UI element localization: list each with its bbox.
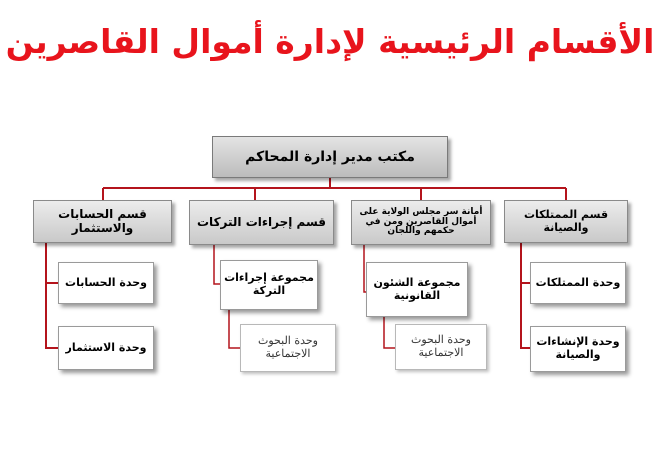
unit-label: مجموعة إجراءات التركة (224, 271, 314, 297)
unit-label: وحدة البحوث الاجتماعية (410, 333, 471, 359)
unit-box-estate-procedures (220, 260, 318, 310)
unit-label: وحدة الحسابات (65, 275, 147, 289)
unit-box-social-research-2 (240, 324, 336, 372)
unit-label: مجموعة الشئون القانونية (373, 275, 461, 302)
department-label: أمانة سر مجلس الولاية على أموال القاصرين ومن في حكمهم واللجان (359, 206, 483, 237)
department-label: قسم الممتلكات والصيانة (523, 207, 609, 234)
department-box-accounts-investment (33, 200, 172, 243)
unit-label: وحدة الممتلكات (535, 275, 621, 289)
unit-box-investment (58, 326, 154, 370)
branch-dept-4 (46, 243, 58, 348)
unit-box-accounts (58, 262, 154, 304)
department-label: قسم إجراءات التركات (197, 214, 327, 229)
unit-label: وحدة البحوث الاجتماعية (257, 334, 318, 360)
unit-box-social-research-1 (395, 324, 487, 370)
head-office-box (212, 136, 448, 178)
department-box-estates (189, 200, 334, 245)
unit-label: وحدة الاستثمار (65, 340, 147, 354)
unit-label: وحدة الإنشاءات والصيانة (536, 335, 620, 361)
branch-dept-3-unit-2 (229, 310, 240, 348)
head-office-label: مكتب مدير إدارة المحاكم (245, 148, 415, 165)
branch-dept-2-unit-2 (384, 317, 395, 348)
chart-title: الأقسام الرئيسية لإدارة أموال القاصرين (5, 22, 655, 61)
unit-box-construction (530, 326, 626, 372)
department-box-council-secretariat (351, 200, 491, 245)
department-box-properties (504, 200, 628, 243)
unit-box-legal-affairs (366, 262, 468, 317)
department-label: قسم الحسابات والاستثمار (58, 206, 147, 235)
unit-box-properties (530, 262, 626, 304)
branch-dept-1 (521, 243, 530, 348)
